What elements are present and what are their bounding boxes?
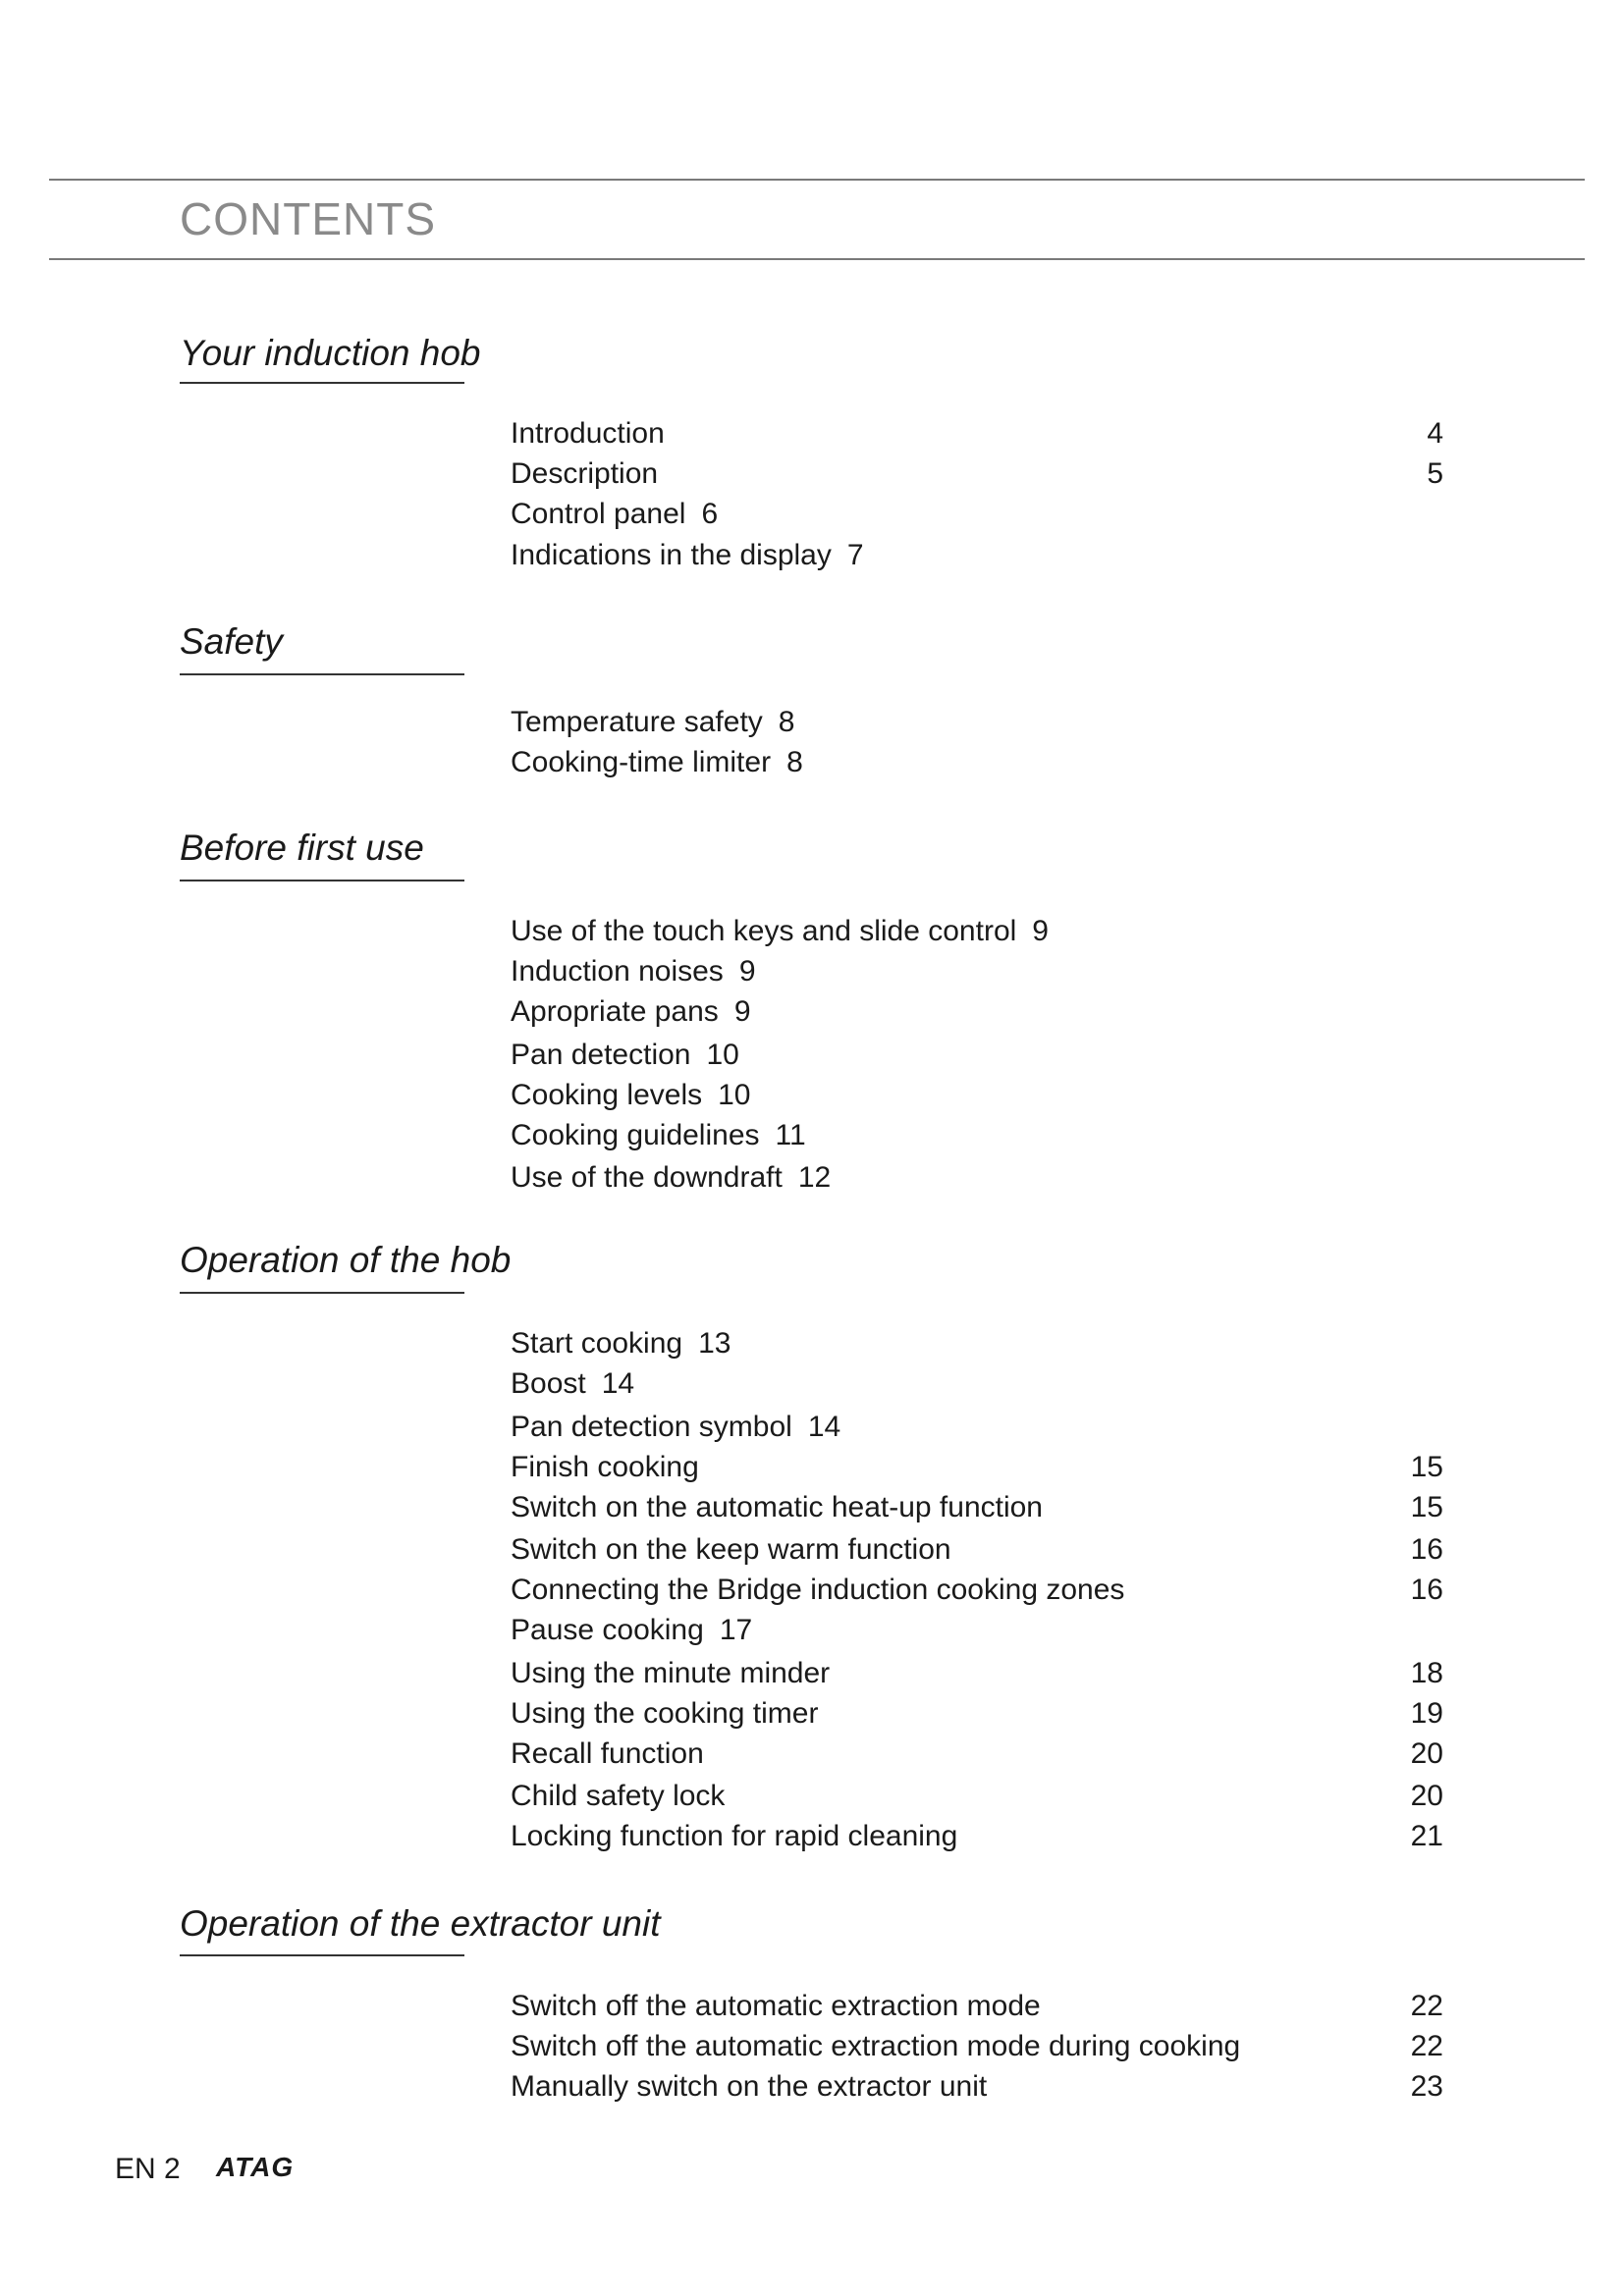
toc-entry-title: Cooking-time limiter [511,746,772,778]
toc-entry-title: Using the cooking timer [511,1697,819,1730]
title-rule [49,258,1585,260]
toc-entry-page-number: 5 [1427,457,1443,490]
toc-entry-page-number: 14 [807,1411,841,1443]
toc-entry[interactable] [511,1038,1443,1073]
toc-entry-page-number: 16 [1410,1533,1443,1566]
toc-entry-title: Switch on the keep warm function [511,1533,951,1566]
toc-entry[interactable] [511,1326,1443,1362]
toc-entry-page-number: 4 [1427,417,1443,450]
toc-entry-page-number: 23 [1410,2070,1443,2103]
toc-entry-page-number: 11 [775,1119,806,1151]
toc-entry[interactable] [511,1366,1443,1402]
toc-entry[interactable] [511,705,1443,740]
toc-entry-page-number: 13 [698,1327,731,1360]
section-underline [180,880,464,881]
toc-entry-page-number: 22 [1410,1990,1443,2022]
toc-entry[interactable] [511,2069,1443,2105]
toc-entry-title: Start cooking [511,1327,683,1360]
toc-entry[interactable] [511,1160,1443,1196]
toc-entry-title: Switch off the automatic extraction mode [511,1990,1041,2022]
toc-entry-title: Connecting the Bridge induction cooking zones [511,1574,1125,1606]
toc-entry-title: Cooking guidelines [511,1119,760,1151]
toc-entry-title: Control panel [511,498,686,530]
toc-entry[interactable] [511,1573,1443,1608]
toc-entry-page-number: 18 [1410,1657,1443,1689]
toc-entry-page-number: 9 [733,995,751,1028]
section-heading-your-induction-hob: Your induction hob [180,333,481,373]
toc-entry[interactable] [511,1696,1443,1732]
toc-entry-title: Temperature safety [511,706,763,738]
toc-entry[interactable] [511,1532,1443,1568]
toc-entry-page-number: 12 [797,1161,832,1194]
toc-entry-title: Description [511,457,659,490]
toc-entry[interactable] [511,1656,1443,1691]
toc-entry-page-number: 7 [846,539,864,571]
toc-entry-title: Using the minute minder [511,1657,831,1689]
toc-entry[interactable] [511,1819,1443,1854]
toc-entry-title: Pause cooking [511,1614,704,1646]
toc-entry-title: Finish cooking [511,1451,699,1483]
toc-entry[interactable] [511,2029,1443,2064]
toc-entry-page-number: 20 [1410,1780,1443,1812]
section-heading-safety: Safety [180,621,283,662]
toc-entry[interactable] [511,1410,1443,1445]
section-underline [180,1954,464,1956]
toc-entry-title: Indications in the display [511,539,832,571]
toc-entry-page-number: 8 [786,746,803,778]
section-heading-operation-of-the-extractor-unit: Operation of the extractor unit [180,1903,661,1944]
toc-entry-page-number: 20 [1410,1737,1443,1770]
toc-entry-title: Pan detection [511,1039,691,1071]
toc-entry[interactable] [511,1779,1443,1814]
toc-entry-page-number: 15 [1410,1491,1443,1523]
toc-entry-title: Pan detection symbol [511,1411,792,1443]
toc-entry-page-number: 10 [718,1079,751,1111]
section-heading-before-first-use: Before first use [180,828,424,868]
toc-entry-page-number: 17 [719,1614,753,1646]
toc-entry[interactable] [511,1078,1443,1113]
toc-entry[interactable] [511,745,1443,780]
toc-entry-title: Child safety lock [511,1780,726,1812]
toc-entry[interactable] [511,1118,1443,1153]
toc-entry-title: Switch off the automatic extraction mode during cooking [511,2030,1241,2062]
toc-entry[interactable] [511,1989,1443,2024]
toc-entry[interactable] [511,954,1443,989]
toc-entry-page-number: 22 [1410,2030,1443,2062]
toc-entry-page-number: 16 [1410,1574,1443,1606]
toc-entry-title: Switch on the automatic heat-up function [511,1491,1043,1523]
toc-entry-page-number: 19 [1410,1697,1443,1730]
toc-entry-title: Boost [511,1367,586,1400]
toc-entry-page-number: 21 [1410,1820,1443,1852]
toc-entry[interactable] [511,1450,1443,1485]
toc-entry[interactable] [511,1490,1443,1525]
toc-entry-page-number: 9 [1032,915,1049,947]
top-rule [49,179,1585,181]
brand-logo: ATAG [216,2152,295,2182]
page-title: CONTENTS [180,193,436,244]
toc-entry-title: Recall function [511,1737,704,1770]
toc-entry[interactable] [511,994,1443,1030]
toc-entry[interactable] [511,456,1443,492]
toc-entry-page-number: 6 [701,498,719,530]
toc-entry-title: Manually switch on the extractor unit [511,2070,988,2103]
toc-entry-title: Apropriate pans [511,995,719,1028]
toc-entry-page-number: 10 [706,1039,739,1071]
toc-entry[interactable] [511,914,1443,949]
section-underline [180,1292,464,1294]
toc-entry-title: Locking function for rapid cleaning [511,1820,958,1852]
toc-entry-title: Use of the downdraft [511,1161,783,1194]
toc-entry-title: Cooking levels [511,1079,703,1111]
toc-entry[interactable] [511,497,1443,532]
toc-entry[interactable] [511,1613,1443,1648]
toc-entry[interactable] [511,416,1443,452]
toc-entry-page-number: 15 [1410,1451,1443,1483]
section-heading-operation-of-the-hob: Operation of the hob [180,1240,512,1280]
toc-entry-page-number: 14 [601,1367,635,1400]
toc-entry-page-number: 8 [778,706,795,738]
section-underline [180,382,464,384]
toc-entry-title: Introduction [511,417,665,450]
toc-entry-title: Induction noises [511,955,724,988]
toc-entry[interactable] [511,538,1443,573]
footer-page-number: EN 2 [115,2153,181,2185]
toc-entry-title: Use of the touch keys and slide control [511,915,1017,947]
section-underline [180,673,464,675]
toc-entry[interactable] [511,1736,1443,1772]
toc-entry-page-number: 9 [738,955,756,988]
